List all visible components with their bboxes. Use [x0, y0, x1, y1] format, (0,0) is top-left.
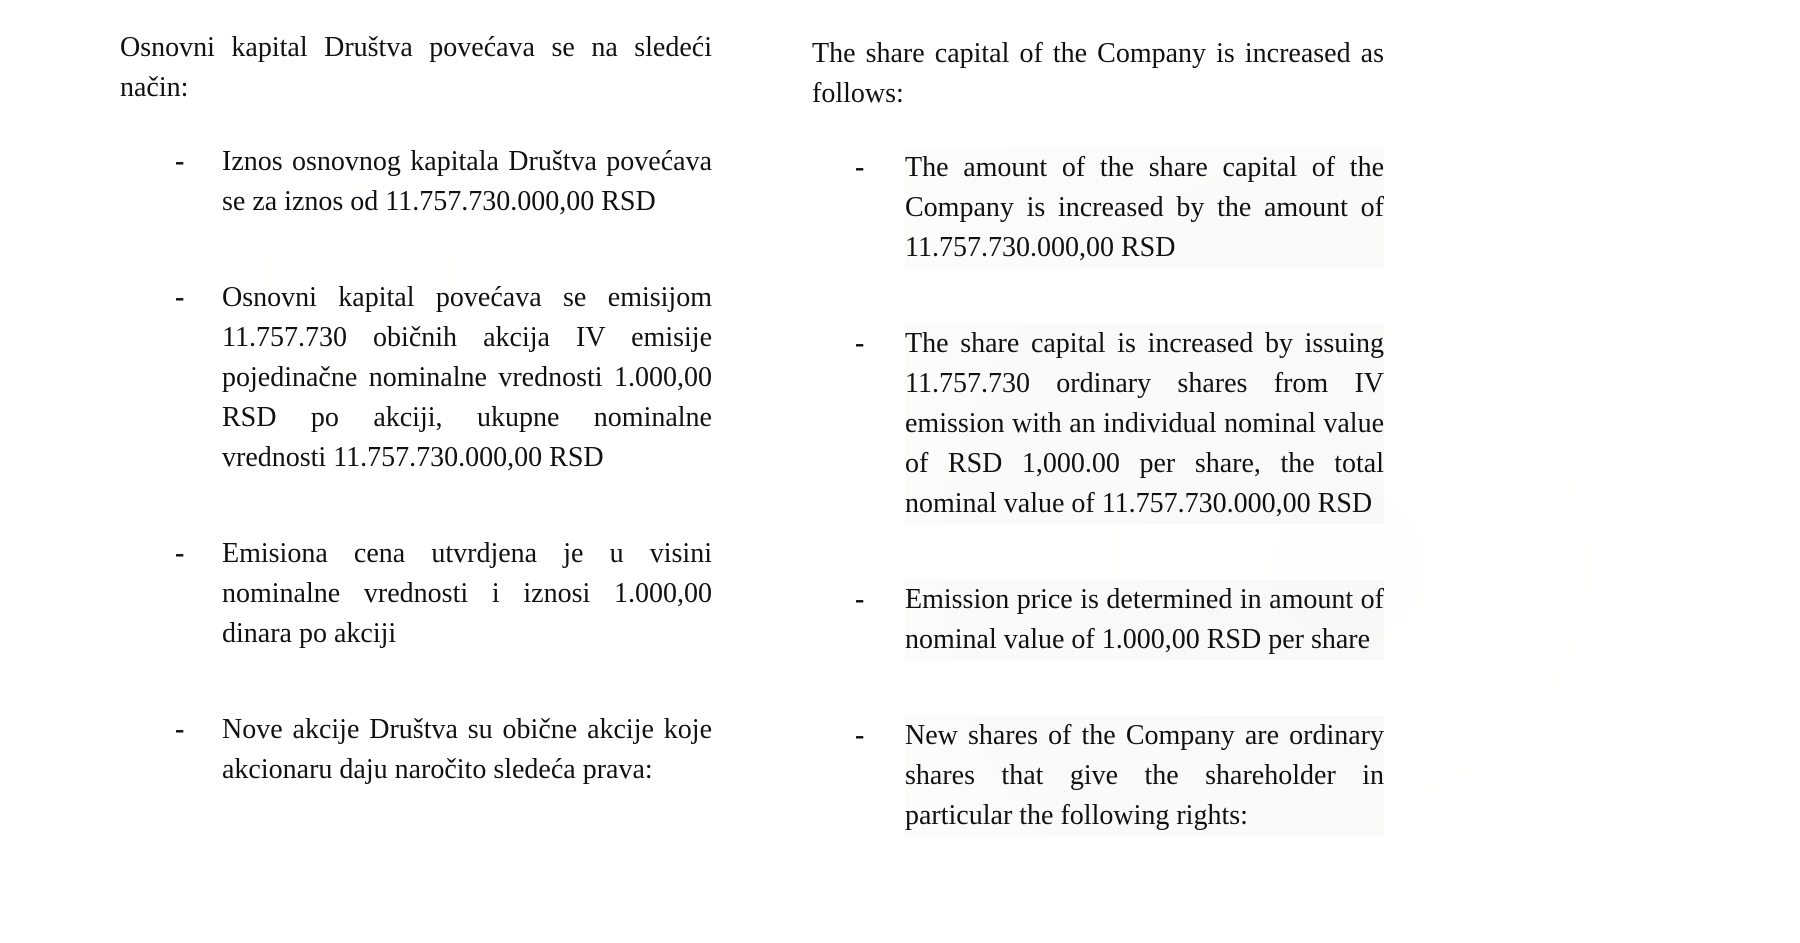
bullet-dash: -: [175, 714, 185, 745]
list-item-text: Nove akcije Društva su obične akcije koje akcionaru daju naročito sledeća prava:: [222, 714, 712, 785]
list-item: [120, 710, 712, 790]
bullet-dash: -: [855, 328, 865, 359]
list-item-text: Emission price is determined in amount of nominal value of 1.000,00 RSD per share: [905, 580, 1384, 660]
bullet-dash: -: [175, 282, 185, 313]
bullet-dash: -: [855, 720, 865, 751]
list-item-text: The share capital is increased by issuing 11.757.730 ordinary shares from IV emission with an individual nominal value of RSD 1,000.00 per share, the total nominal value of 11.757.730.000,00 RSD: [905, 324, 1384, 524]
list-item: [812, 324, 1384, 524]
english-column: [812, 34, 1384, 892]
bullet-dash: -: [175, 146, 185, 177]
serbian-column: [120, 28, 712, 846]
list-item: [120, 142, 712, 222]
list-item-text: Iznos osnovnog kapitala Društva povećava se za iznos od 11.757.730.000,00 RSD: [222, 146, 712, 217]
list-item: [120, 278, 712, 478]
serbian-bullet-list: [120, 142, 712, 790]
bullet-dash: -: [855, 152, 865, 183]
serbian-intro-paragraph: Osnovni kapital Društva povećava se na sledeći način:: [120, 32, 712, 103]
english-intro-paragraph: The share capital of the Company is increased as follows:: [812, 38, 1384, 109]
list-item-text: Emisiona cena utvrdjena je u visini nominalne vrednosti i iznosi 1.000,00 dinara po akciji: [222, 538, 712, 649]
list-item-text: New shares of the Company are ordinary shares that give the shareholder in particular the following rights:: [905, 716, 1384, 836]
list-item: [120, 534, 712, 654]
list-item: [812, 580, 1384, 660]
bullet-dash: -: [855, 584, 865, 615]
list-item: [812, 148, 1384, 268]
list-item-text: The amount of the share capital of the Company is increased by the amount of 11.757.730.000,00 RSD: [905, 148, 1384, 268]
list-item-text: Osnovni kapital povećava se emisijom 11.757.730 običnih akcija IV emisije pojedinačne nominalne vrednosti 1.000,00 RSD po akciji, ukupne nominalne vrednosti 11.757.730.000,00 RSD: [222, 282, 712, 473]
english-bullet-list: [812, 148, 1384, 836]
bullet-dash: -: [175, 538, 185, 569]
list-item: [812, 716, 1384, 836]
